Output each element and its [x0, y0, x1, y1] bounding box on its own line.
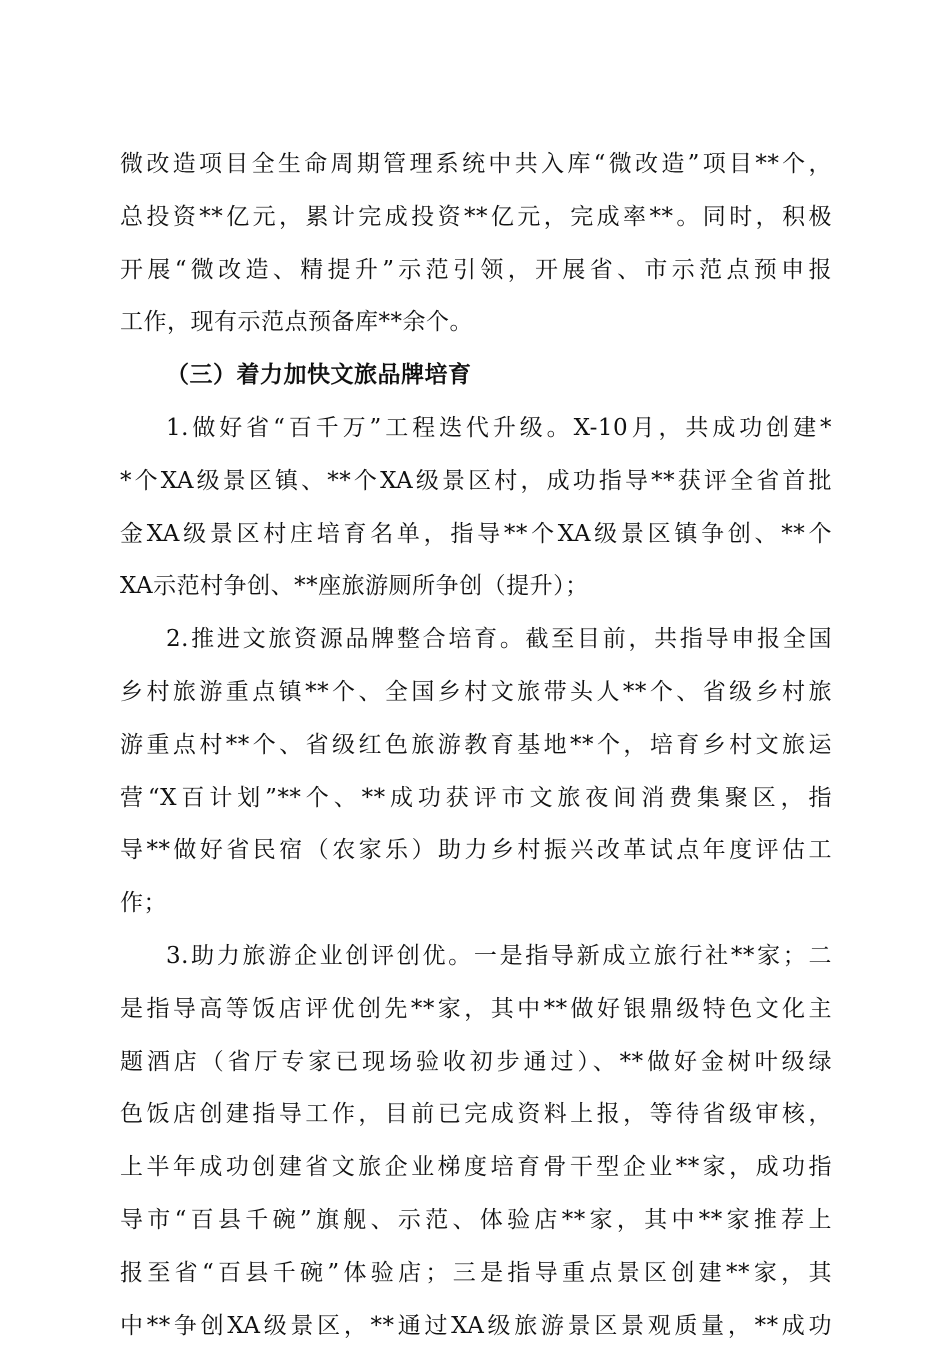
- paragraph-3: [120, 613, 832, 930]
- document-page: [120, 138, 832, 1352]
- text-line: 1.做好省“百千万”工程迭代升级。X-10月，共成功创建*: [166, 414, 832, 441]
- text-line: 题酒店（省厅专家已现场验收初步通过）、**做好金树叶级绿: [120, 1048, 832, 1075]
- text-line: 导市“百县千碗”旗舰、示范、体验店**家，其中**家推荐上: [120, 1206, 832, 1233]
- text-line: 导**做好省民宿（农家乐）助力乡村振兴改革试点年度评估工: [120, 837, 832, 864]
- text-line: 2.推进文旅资源品牌整合培育。截至目前，共指导申报全国: [166, 626, 832, 653]
- section-heading: [120, 349, 832, 402]
- paragraph-2: [120, 402, 832, 613]
- text-line: 营“X百计划”**个、**成功获评市文旅夜间消费集聚区，指: [120, 784, 832, 811]
- text-line: 中**争创XA级景区，**通过XA级旅游景区景观质量，**成功: [120, 1312, 832, 1339]
- text-line: 金XA级景区村庄培育名单，指导**个XA级景区镇争创、**个: [120, 520, 832, 547]
- text-line: 总投资**亿元，累计完成投资**亿元，完成率**。同时，积极: [120, 203, 832, 230]
- text-line: 乡村旅游重点镇**个、全国乡村文旅带头人**个、省级乡村旅: [120, 678, 832, 705]
- text-line: 3.助力旅游企业创评创优。一是指导新成立旅行社**家；二: [166, 942, 832, 969]
- text-line: 报至省“百县千碗”体验店；三是指导重点景区创建**家，其: [120, 1259, 832, 1286]
- text-line: 微改造项目全生命周期管理系统中共入库“微改造”项目**个，: [120, 151, 832, 177]
- text-line: 开展“微改造、精提升”示范引领，开展省、市示范点预申报: [120, 256, 832, 283]
- text-line: 上半年成功创建省文旅企业梯度培育骨干型企业**家，成功指: [120, 1154, 832, 1181]
- text-line: XA示范村争创、**座旅游厕所争创（提升）；: [120, 573, 589, 600]
- text-line: 作；: [120, 890, 167, 917]
- text-line: 游重点村**个、省级红色旅游教育基地**个，培育乡村文旅运: [120, 731, 832, 758]
- paragraph-1: [120, 138, 832, 349]
- text-line: 色饭店创建指导工作，目前已完成资料上报，等待省级审核，: [120, 1101, 832, 1128]
- heading-text: （三）着力加快文旅品牌培育: [166, 361, 472, 389]
- paragraph-4: [120, 930, 832, 1352]
- text-line: 是指导高等饭店评优创先**家，其中**做好银鼎级特色文化主: [120, 995, 832, 1022]
- text-line: *个XA级景区镇、**个XA级景区村，成功指导**获评全省首批: [120, 467, 832, 494]
- text-line: 工作，现有示范点预备库**余个。: [120, 309, 473, 336]
